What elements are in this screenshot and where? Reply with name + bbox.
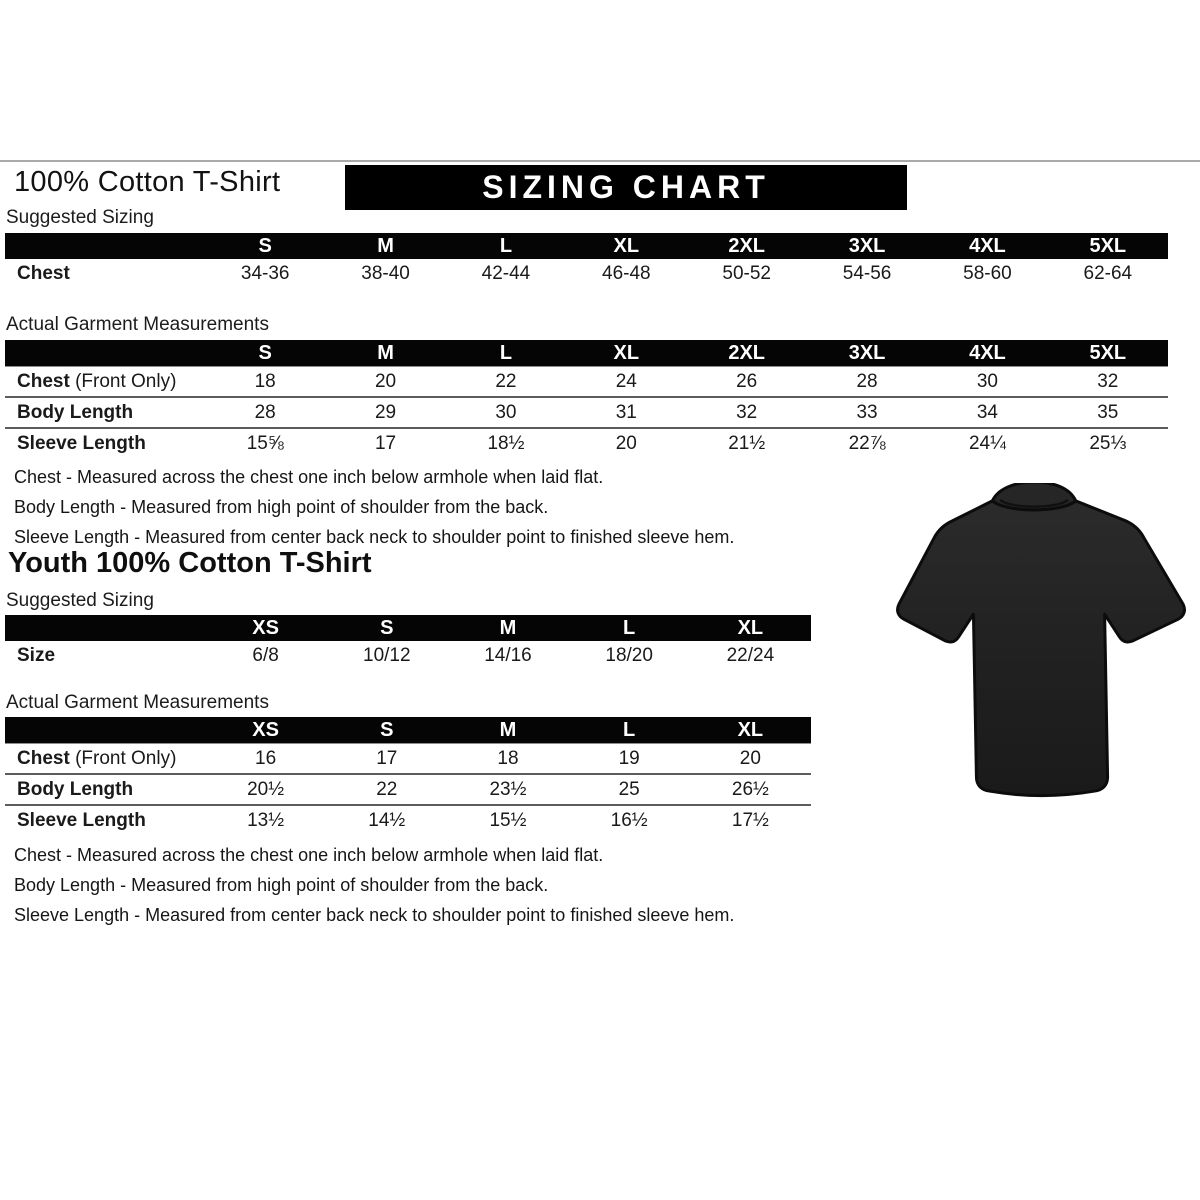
table-row (5, 428, 1168, 458)
size-column-header: XL (566, 233, 686, 259)
measurement-cell: 46-48 (602, 263, 651, 284)
adult-suggested-heading: Suggested Sizing (6, 207, 154, 228)
measurement-cell: 18½ (487, 432, 525, 454)
measurement-cell: 28 (254, 401, 276, 423)
measurement-cell: 62-64 (1083, 263, 1133, 284)
measurement-cell: 16½ (610, 809, 648, 831)
size-column-header: L (569, 717, 690, 744)
measurement-cell: 23½ (489, 778, 527, 800)
empty-header-cell (5, 615, 205, 641)
measurement-cell: 20 (739, 747, 761, 769)
youth-suggested-table (5, 615, 811, 671)
sizing-chart-banner-label: SIZING CHART (482, 169, 770, 205)
measurement-cell: 38-40 (361, 263, 410, 284)
size-column-header: 3XL (807, 233, 927, 259)
row-label-suffix: (Front Only) (69, 370, 177, 392)
measurement-cell: 15½ (489, 809, 527, 831)
size-column-header: S (205, 233, 325, 259)
size-column-header: 3XL (807, 340, 927, 367)
size-column-header: M (325, 340, 445, 367)
measurement-cell: 34 (976, 401, 998, 423)
row-label (5, 428, 205, 458)
tshirt-svg (893, 483, 1195, 803)
row-label (5, 805, 205, 835)
measurement-cell: 21½ (728, 432, 766, 454)
empty-header-cell (5, 340, 205, 367)
measurement-cell: 20½ (247, 778, 285, 800)
measurement-cell: 22 (376, 778, 398, 800)
row-label-text: Body Length (17, 778, 134, 800)
row-label (5, 744, 205, 775)
adult-section-title: 100% Cotton T-Shirt (14, 166, 281, 198)
measurement-cell: 34-36 (240, 263, 290, 284)
measurement-cell: 26½ (731, 778, 769, 800)
top-divider-line (0, 160, 1200, 162)
row-label (5, 397, 205, 428)
row-label-text: Body Length (17, 401, 134, 423)
measurement-cell: 22⅞ (848, 432, 886, 454)
measurement-cell: 24 (615, 370, 637, 392)
size-column-header: S (326, 717, 447, 744)
table-row (5, 641, 811, 671)
measurement-cell: 35 (1097, 401, 1119, 423)
measurement-cell: 29 (374, 401, 397, 423)
youth-actual-table (5, 717, 811, 835)
measurement-cell: 15⅝ (246, 432, 284, 454)
size-column-header: XL (690, 717, 811, 744)
size-column-header: 2XL (687, 340, 807, 367)
sizing-chart-banner (345, 165, 907, 210)
measurement-cell: 22 (495, 370, 517, 392)
measurement-cell: 33 (856, 401, 878, 423)
row-label-text: Chest (17, 747, 70, 769)
size-column-header: L (446, 233, 566, 259)
row-label-text: Sleeve Length (17, 432, 146, 454)
measurement-cell: 18/20 (605, 645, 653, 666)
measurement-cell: 18 (254, 370, 276, 392)
note-line: Sleeve Length - Measured from center back neck to shoulder point to finished sleeve hem. (14, 527, 735, 547)
measurement-cell: 30 (495, 401, 517, 423)
table-row (5, 774, 811, 805)
row-label-text: Sleeve Length (17, 809, 146, 831)
measurement-cell: 24¼ (968, 432, 1006, 454)
row-label (5, 367, 205, 398)
tshirt-body (898, 501, 1185, 796)
measurement-cell: 17 (376, 747, 398, 769)
size-column-header: XL (690, 615, 811, 641)
row-label-text: Chest (17, 263, 70, 284)
measurement-cell: 26 (736, 370, 758, 392)
size-column-header: 4XL (927, 340, 1047, 367)
adult-suggested-table (5, 233, 1168, 289)
size-column-header: XL (566, 340, 686, 367)
row-label-text: Size (17, 645, 56, 666)
measurement-cell: 54-56 (842, 263, 892, 284)
header-row (5, 717, 811, 744)
note-line: Body Length - Measured from high point of shoulder from the back. (14, 875, 549, 895)
empty-header-cell (5, 233, 205, 259)
size-column-header: M (447, 717, 568, 744)
measurement-cell: 17½ (731, 809, 769, 831)
row-label (5, 774, 205, 805)
size-column-header: 5XL (1048, 233, 1168, 259)
measurement-cell: 10/12 (363, 645, 411, 666)
row-label-suffix: (Front Only) (69, 747, 177, 769)
size-column-header: XS (205, 615, 326, 641)
measurement-cell: 25 (618, 778, 640, 800)
measurement-cell: 6/8 (252, 645, 279, 666)
size-column-header: S (326, 615, 447, 641)
measurement-cell: 16 (255, 747, 277, 769)
table-row (5, 744, 811, 775)
measurement-cell: 42-44 (481, 263, 531, 284)
measurement-cell: 14/16 (484, 645, 532, 666)
size-column-header: 5XL (1048, 340, 1168, 367)
header-row (5, 233, 1168, 259)
black-tshirt-image (893, 483, 1195, 803)
table-row (5, 805, 811, 835)
measurement-cell: 32 (736, 401, 758, 423)
measurement-cell: 14½ (368, 809, 406, 831)
measurement-cell: 32 (1097, 370, 1119, 392)
size-column-header: L (446, 340, 566, 367)
row-label-text: Chest (17, 370, 70, 392)
row-label (5, 641, 205, 671)
measurement-cell: 30 (976, 370, 998, 392)
size-column-header: M (447, 615, 568, 641)
youth-section-title: Youth 100% Cotton T-Shirt (8, 547, 372, 579)
measurement-cell: 31 (615, 401, 637, 423)
note-line: Chest - Measured across the chest one inch below armhole when laid flat. (14, 467, 604, 487)
size-column-header: XS (205, 717, 326, 744)
adult-actual-table (5, 340, 1168, 458)
empty-header-cell (5, 717, 205, 744)
size-column-header: L (569, 615, 690, 641)
note-line: Body Length - Measured from high point of shoulder from the back. (14, 497, 549, 517)
adult-actual-heading: Actual Garment Measurements (6, 314, 269, 335)
size-column-header: M (325, 233, 445, 259)
measurement-cell: 19 (618, 747, 640, 769)
measurement-cell: 20 (374, 370, 397, 392)
youth-suggested-heading: Suggested Sizing (6, 590, 154, 611)
youth-actual-heading: Actual Garment Measurements (6, 692, 269, 713)
size-column-header: S (205, 340, 325, 367)
measurement-cell: 17 (374, 432, 397, 454)
note-line: Sleeve Length - Measured from center back neck to shoulder point to finished sleeve hem. (14, 905, 735, 925)
measurement-cell: 25⅓ (1089, 432, 1127, 454)
note-line: Chest - Measured across the chest one inch below armhole when laid flat. (14, 845, 604, 865)
table-row (5, 397, 1168, 428)
size-column-header: 4XL (927, 233, 1047, 259)
measurement-cell: 18 (497, 747, 519, 769)
size-column-header: 2XL (687, 233, 807, 259)
measurement-cell: 50-52 (722, 263, 771, 284)
header-row (5, 340, 1168, 367)
row-label (5, 259, 205, 289)
measurement-cell: 28 (856, 370, 878, 392)
measurement-cell: 58-60 (963, 263, 1012, 284)
measurement-cell: 13½ (247, 809, 285, 831)
header-row (5, 615, 811, 641)
table-row (5, 367, 1168, 398)
measurement-cell: 22/24 (726, 645, 775, 666)
adult-measurement-notes (14, 462, 734, 552)
table-row (5, 259, 1168, 289)
youth-measurement-notes (14, 840, 734, 930)
measurement-cell: 20 (615, 432, 637, 454)
